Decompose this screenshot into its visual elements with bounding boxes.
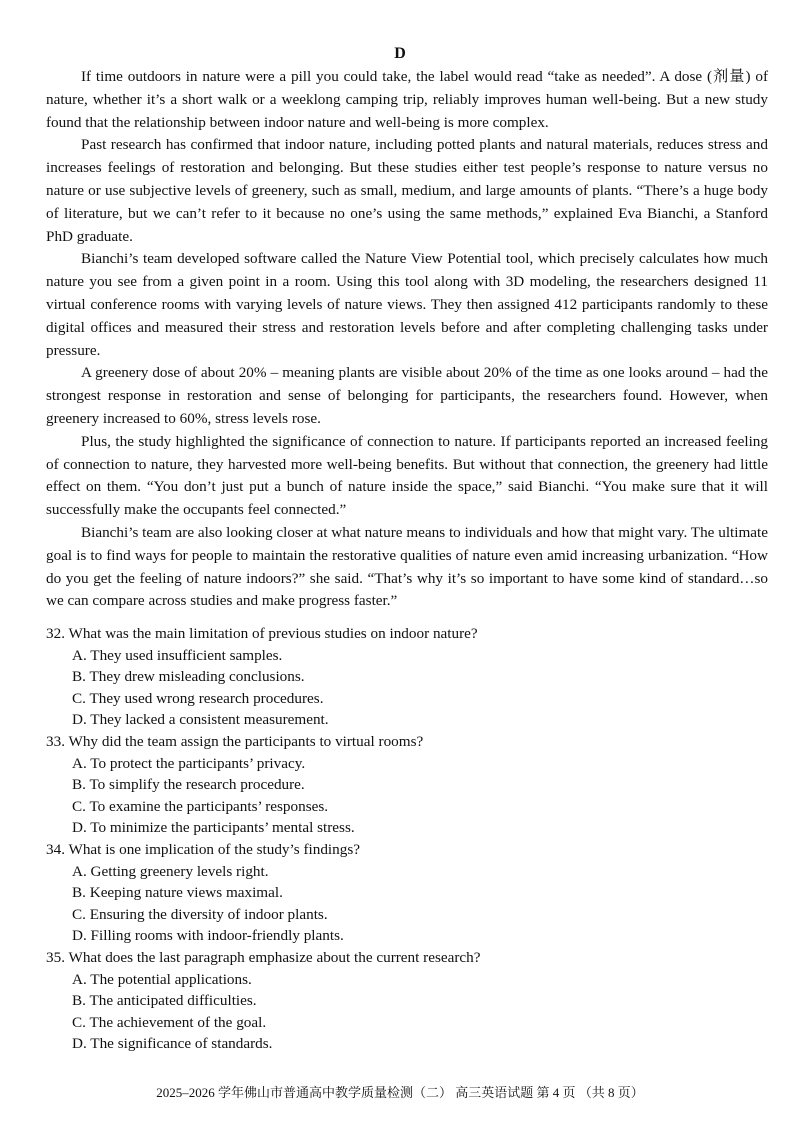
question-stem: 35. What does the last paragraph emphasize about the current research? (46, 948, 481, 966)
option-b: B. Keeping nature views maximal. (72, 884, 283, 902)
option-a: A. To protect the participants’ privacy. (72, 754, 306, 772)
option-b: B. To simplify the research procedure. (72, 776, 305, 794)
option-a: A. They used insufficient samples. (72, 646, 283, 664)
reading-passage (46, 66, 768, 613)
question-list (46, 623, 768, 1055)
question-33 (46, 731, 768, 839)
option-b: B. The anticipated difficulties. (72, 992, 257, 1010)
option-d: D. To minimize the participants’ mental stress. (72, 819, 355, 837)
question-35 (46, 947, 768, 1055)
question-34 (46, 839, 768, 947)
question-stem: 32. What was the main limitation of previous studies on indoor nature? (46, 625, 478, 642)
option-c: C. The achievement of the goal. (72, 1013, 267, 1031)
option-d: D. Filling rooms with indoor-friendly plants. (72, 927, 344, 945)
option-c: C. To examine the participants’ responses. (72, 797, 329, 815)
question-stem: 33. Why did the team assign the participants to virtual rooms? (46, 732, 424, 750)
option-a: A. Getting greenery levels right. (72, 862, 269, 880)
option-d: D. The significance of standards. (72, 1035, 273, 1053)
passage-paragraph-1: If time outdoors in nature were a pill you could take, the label would read “take as needed”. A dose (剂量) of nature, whether it’s a short walk or a weeklong camping trip, reliably improves human well-being. But a new study found that the relationship between indoor nature and well-being is more complex. (46, 68, 768, 131)
option-d: D. They lacked a consistent measurement. (72, 711, 329, 729)
page-footer: 2025–2026 学年佛山市普通高中教学质量检测（二） 高三英语试题 第 4 页 （共 8 页） (156, 1085, 644, 1100)
passage-paragraph-4: A greenery dose of about 20% – meaning plants are visible about 20% of the time as one looks around – had the strongest response in restoration and sense of belonging for participants, the researchers found. However, when greenery increased to 60%, stress levels rose. (46, 364, 768, 427)
passage-paragraph-2: Past research has confirmed that indoor nature, including potted plants and natural materials, reduces stress and increases feelings of restoration and belonging. But these studies either test people’s response to nature versus no nature or use subjective levels of greenery, such as small, medium, and large amounts of plants. “There’s a huge body of literature, but we can’t refer to it because no one’s using the same methods,” explained Eva Bianchi, a Stanford PhD graduate. (46, 136, 768, 245)
option-a: A. The potential applications. (72, 970, 252, 988)
option-b: B. They drew misleading conclusions. (72, 668, 305, 686)
passage-paragraph-6: Bianchi’s team are also looking closer at what nature means to individuals and how that might vary. The ultimate goal is to find ways for people to maintain the restorative qualities of nature even amid increasing urbanization. “How do you get the feeling of nature indoors?” she said. “That’s why it’s so important to have some kind of standard…so we can compare across studies and make progress faster.” (46, 523, 768, 610)
section-heading: D (394, 45, 406, 62)
option-c: C. They used wrong research procedures. (72, 689, 324, 707)
question-stem: 34. What is one implication of the study’s findings? (46, 840, 360, 858)
option-c: C. Ensuring the diversity of indoor plants. (72, 905, 328, 923)
passage-paragraph-5: Plus, the study highlighted the significance of connection to nature. If participants reported an increased feeling of connection to nature, they harvested more well-being benefits. But without that connection, the greenery had little effect on them. “You don’t just put a bunch of nature inside the space,” said Bianchi. “You make sure that it will successfully make the occupants feel connected.” (46, 432, 768, 519)
question-32 (46, 623, 768, 731)
passage-paragraph-3: Bianchi’s team developed software called the Nature View Potential tool, which precisely calculates how much nature you see from a given point in a room. Using this tool along with 3D modeling, the researchers designed 11 virtual conference rooms with varying levels of nature views. They then assigned 412 participants randomly to these digital offices and measured their stress and restoration levels before and after completing challenging tasks under pressure. (46, 250, 768, 359)
